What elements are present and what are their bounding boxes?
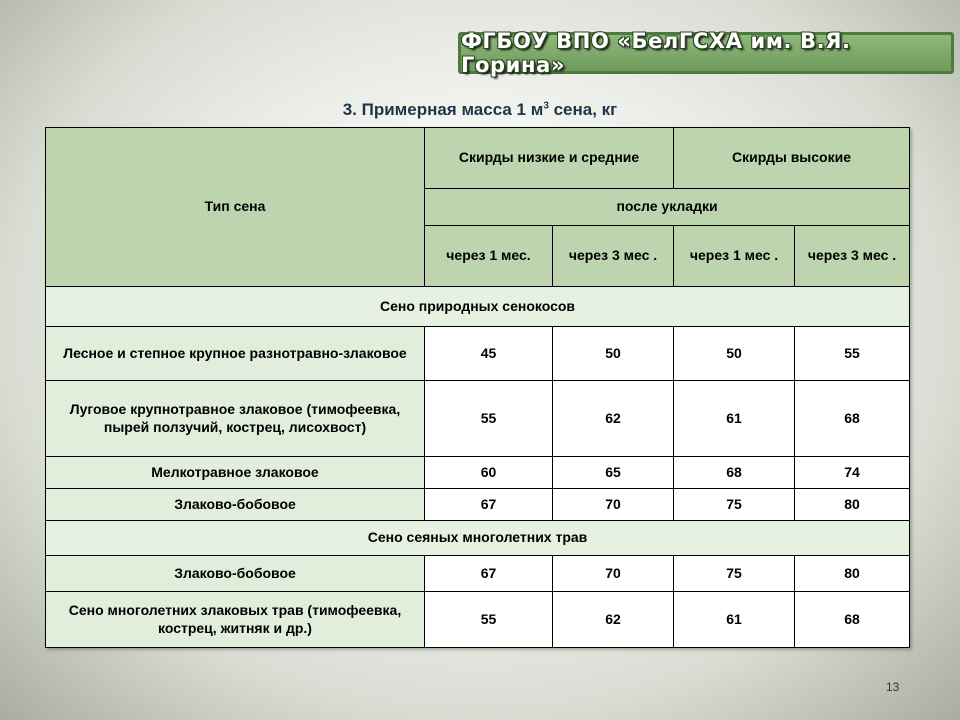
row-name: Луговое крупнотравное злаковое (тимофеевка, пырей ползучий, кострец, лисохвост)	[46, 381, 425, 457]
row-value: 75	[674, 489, 795, 521]
header-high-stacks: Скирды высокие	[674, 128, 910, 189]
row-value: 55	[425, 381, 553, 457]
row-value: 80	[795, 489, 910, 521]
title-superscript: 3	[543, 100, 549, 112]
table-row	[46, 381, 910, 457]
header-sub-col: через 3 мес .	[795, 226, 910, 287]
institution-banner	[458, 29, 954, 77]
row-value: 80	[795, 556, 910, 592]
table-row	[46, 457, 910, 489]
hay-mass-table	[45, 127, 910, 648]
header-hay-type: Тип сена	[46, 128, 425, 287]
row-name: Злаково-бобовое	[46, 489, 425, 521]
row-value: 50	[553, 327, 674, 381]
row-name: Лесное и степное крупное разнотравно-злаковое	[46, 327, 425, 381]
header-sub-col: через 1 мес .	[674, 226, 795, 287]
row-value: 68	[795, 592, 910, 648]
row-name: Сено многолетних злаковых трав (тимофеевка, кострец, житняк и др.)	[46, 592, 425, 648]
row-value: 67	[425, 489, 553, 521]
header-sub-col: через 3 мес .	[553, 226, 674, 287]
row-value: 50	[674, 327, 795, 381]
table-row	[46, 489, 910, 521]
section-title: Сено природных сенокосов	[46, 287, 910, 327]
row-value: 55	[425, 592, 553, 648]
table-row	[46, 327, 910, 381]
row-value: 62	[553, 381, 674, 457]
row-value: 61	[674, 381, 795, 457]
row-value: 68	[674, 457, 795, 489]
row-value: 62	[553, 592, 674, 648]
row-value: 60	[425, 457, 553, 489]
row-name: Мелкотравное злаковое	[46, 457, 425, 489]
row-name: Злаково-бобовое	[46, 556, 425, 592]
row-value: 68	[795, 381, 910, 457]
row-value: 65	[553, 457, 674, 489]
row-value: 74	[795, 457, 910, 489]
row-value: 55	[795, 327, 910, 381]
section-title: Сено сеяных многолетних трав	[46, 521, 910, 556]
row-value: 61	[674, 592, 795, 648]
row-value: 45	[425, 327, 553, 381]
row-value: 75	[674, 556, 795, 592]
header-after-stacking: после укладки	[425, 189, 910, 226]
header-low-stacks: Скирды низкие и средние	[425, 128, 674, 189]
banner-text: ФГБОУ ВПО «БелГСХА им. В.Я. Горина»	[461, 29, 851, 77]
row-value: 70	[553, 556, 674, 592]
table-row	[46, 556, 910, 592]
header-sub-col: через 1 мес.	[425, 226, 553, 287]
slide-title	[0, 100, 960, 120]
row-value: 70	[553, 489, 674, 521]
page-number: 13	[886, 680, 900, 694]
row-value: 67	[425, 556, 553, 592]
title-prefix: 3. Примерная масса 1 м	[342, 100, 544, 119]
table-row	[46, 592, 910, 648]
title-suffix: сена, кг	[548, 100, 618, 119]
